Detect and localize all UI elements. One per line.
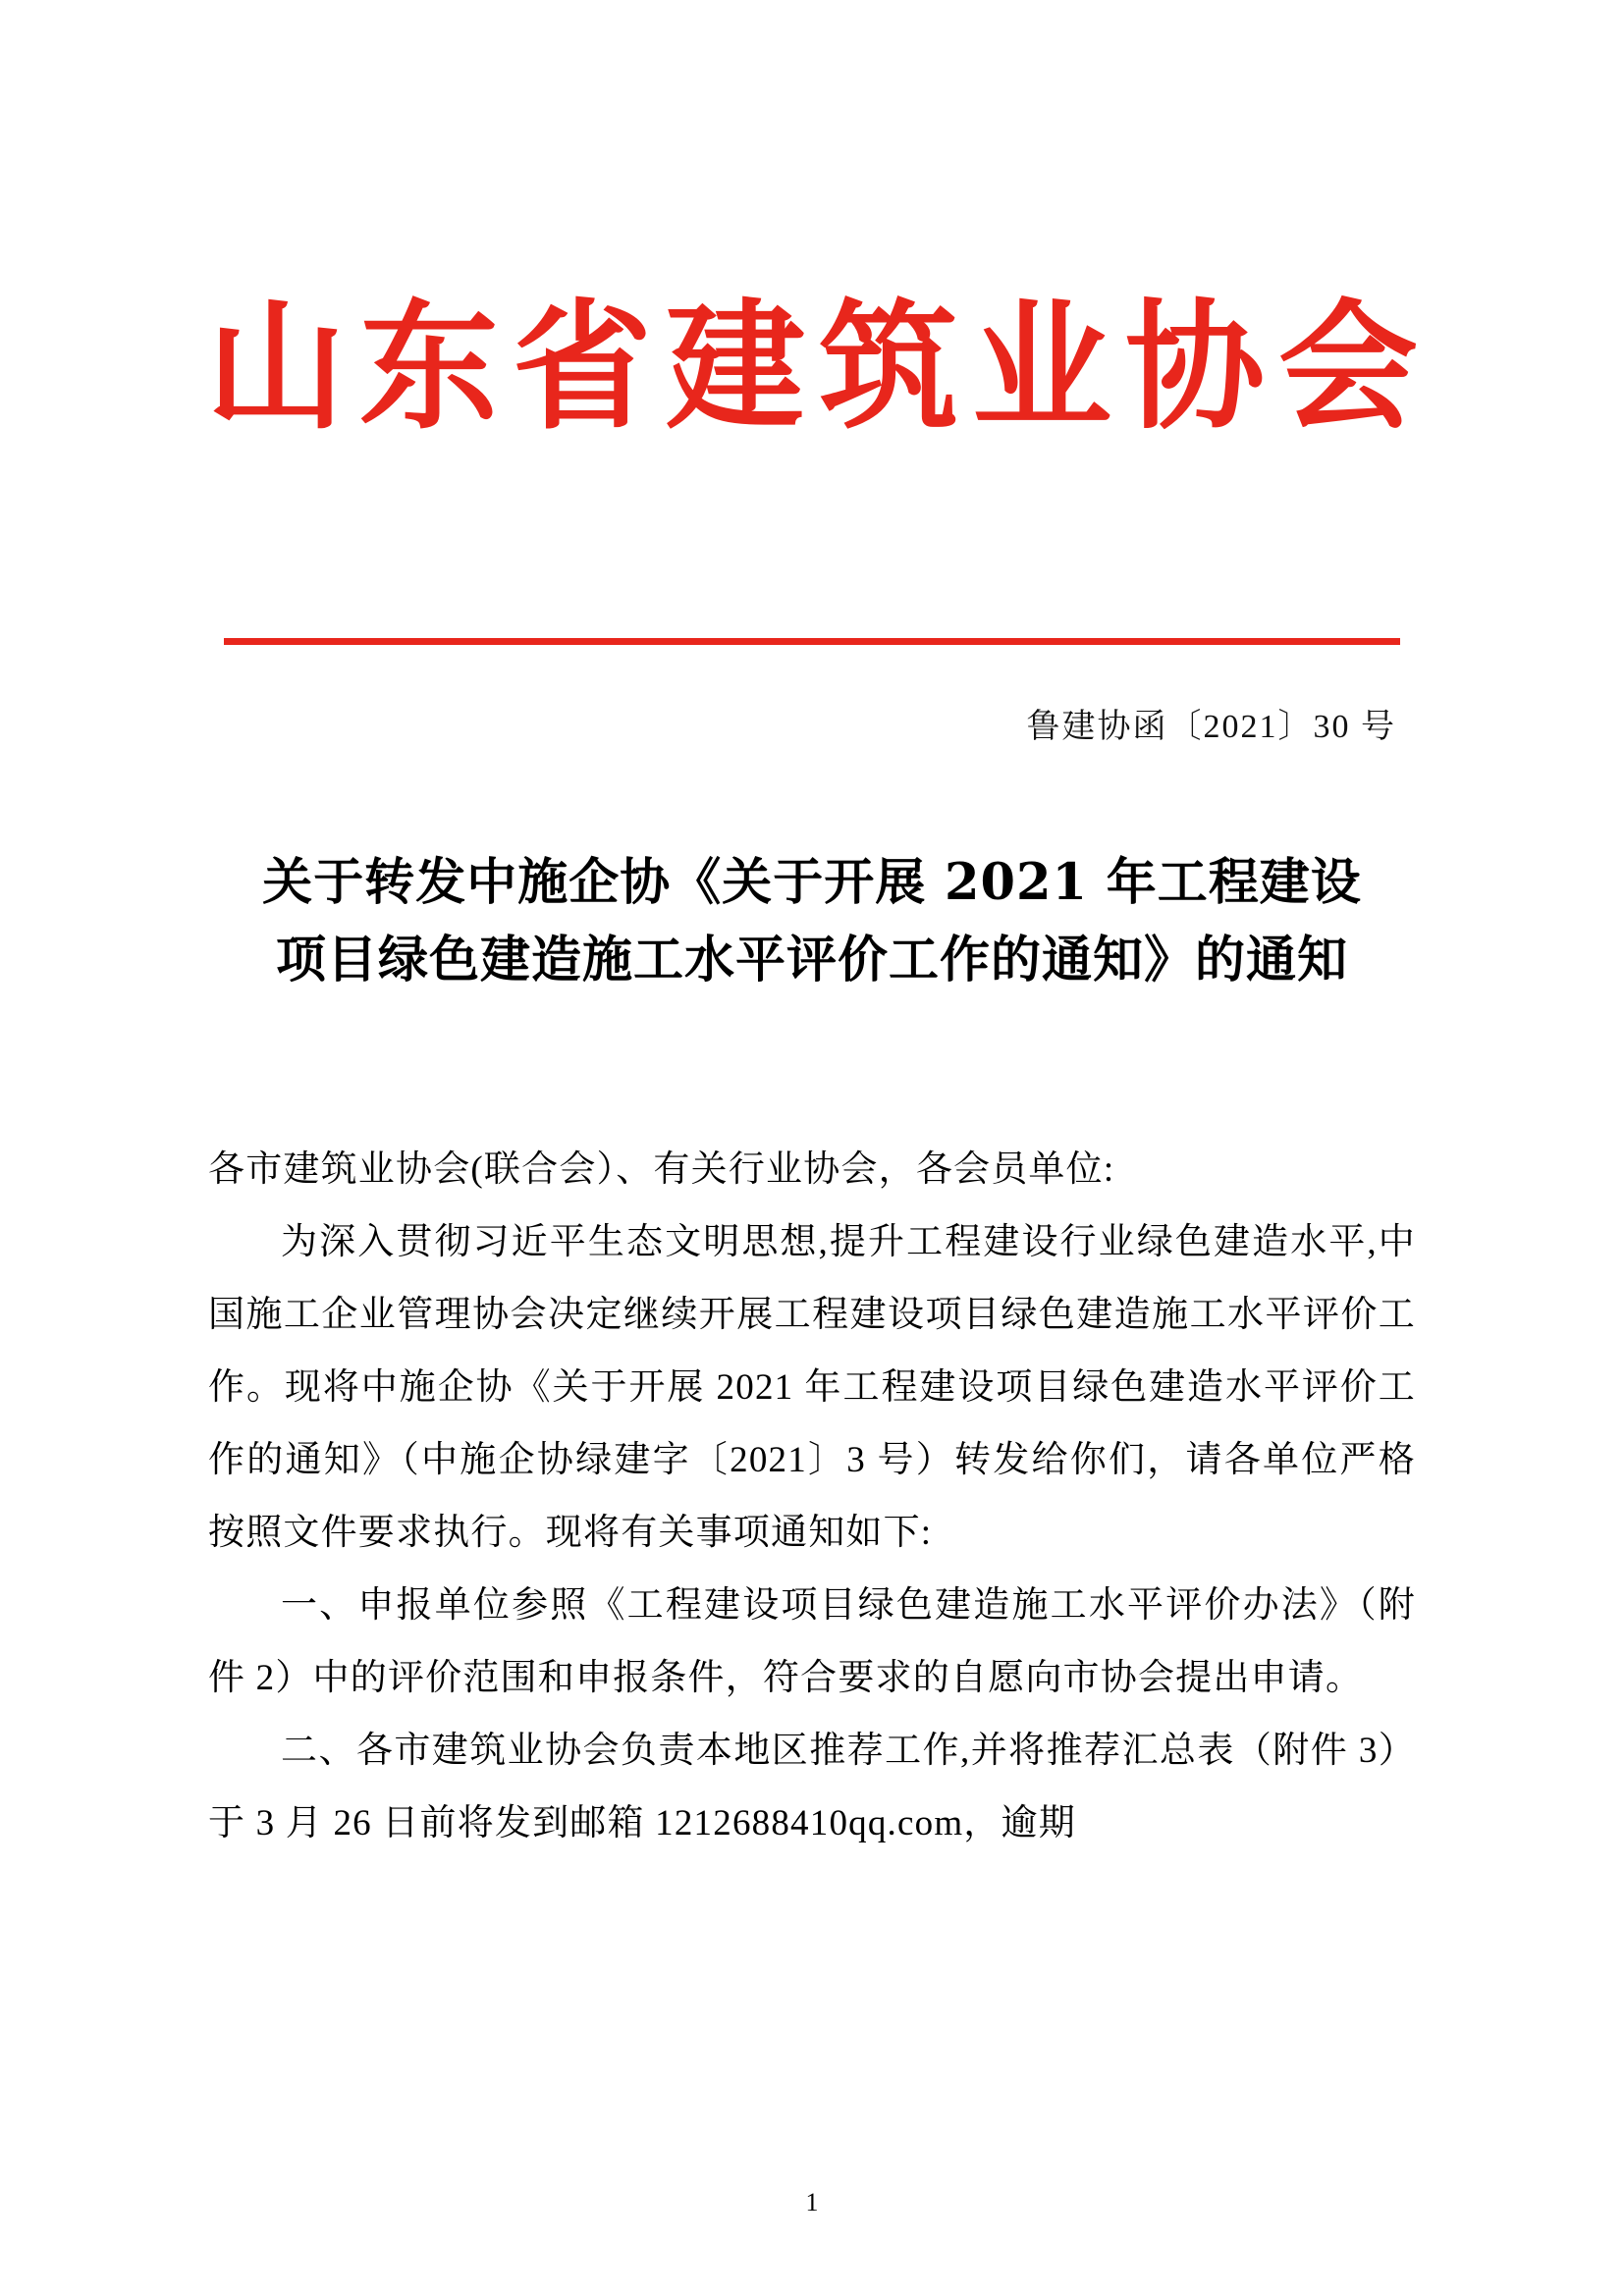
document-body	[208, 1134, 1416, 1860]
body-paragraph-3: 二、各市建筑业协会负责本地区推荐工作,并将推荐汇总表（附件 3）于 3 月 26 日前将发到邮箱 1212688410qq.com，逾期	[208, 1731, 1416, 1843]
body-paragraph-2: 一、申报单位参照《工程建设项目绿色建造施工水平评价办法》（附件 2）中的评价范围和申报条件，符合要求的自愿向市协会提出申请。	[208, 1585, 1416, 1698]
document-number: 鲁建协函〔2021〕30 号	[1026, 709, 1396, 745]
page-number: 1	[805, 2188, 819, 2216]
organization-name: 山东省建筑业协会	[206, 286, 1432, 449]
letterhead-divider	[224, 638, 1400, 645]
page-title-line-1: 关于转发中施企协《关于开展 2021 年工程建设	[262, 853, 1362, 912]
body-paragraph-1: 为深入贯彻习近平生态文明思想,提升工程建设行业绿色建造水平,中国施工企业管理协会决定继续开展工程建设项目绿色建造施工水平评价工作。现将中施企协《关于开展 2021 年工程建设项目绿色建造水平评价工作的通知》（中施企协绿建字〔2021〕3 号）转发给你们，请各单位严格按照文件要求执行。现将有关事项通知如下:	[208, 1222, 1416, 1553]
page-title	[206, 844, 1418, 999]
salutation: 各市建筑业协会(联合会）、有关行业协会，各会员单位:	[208, 1149, 1115, 1190]
page-title-line-2: 项目绿色建造施工水平评价工作的通知》的通知	[275, 931, 1348, 990]
letterhead	[0, 286, 1624, 449]
